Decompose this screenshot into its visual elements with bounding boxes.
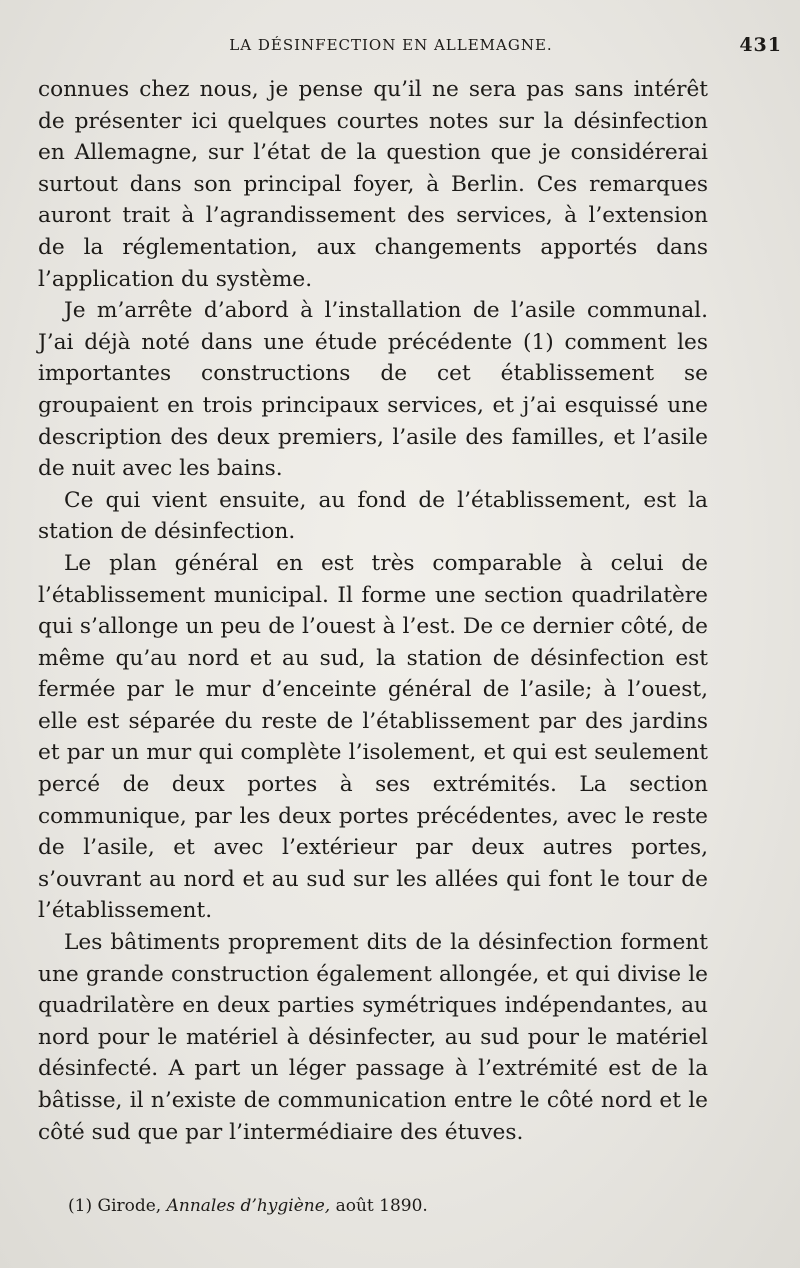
paragraph-batiments: Les bâtiments proprement dits de la désinfection forment une grande construction également allongée, et qui divise le quadrilatère en deux parties symétriques indépendantes, au nord pour le matériel à désinfecter, au sud pour le matériel désinfecté. A part un léger passage à l’extrémité est de la bâtisse, il n’existe de communication entre le côté nord et le côté sud que par l’intermédiaire des étuves. — [38, 930, 708, 1145]
footnote-journal: Annales d’hygiène, — [166, 1196, 331, 1217]
paragraph-plan-general: Le plan général en est très comparable à celui de l’établissement municipal. Il forme une section quadrilatère qui s’allonge un peu de l’ouest à l’est. De ce dernier côté, de même qu’au nord et au sud, la station de désinfection est fermée par le mur d’enceinte général de l’asile; à l’ouest, elle est séparée du reste de l’établissement par des jardins et par un mur qui complète l’isolement, et qui est seulement percé de deux portes à ses extrémités. La section communique, par les deux portes précédentes, avec le reste de l’asile, et avec l’extérieur par deux autres portes, s’ouvrant au nord et au sud sur les allées qui font le tour de l’établissement. — [38, 550, 708, 924]
footnote-spacer — [38, 1148, 708, 1194]
running-title: LA DÉSINFECTION EN ALLEMAGNE. — [229, 36, 553, 54]
paragraph-station: Ce qui vient ensuite, au fond de l’établissement, est la station de désinfection. — [38, 487, 708, 545]
running-header — [38, 34, 782, 74]
page-number: 431 — [739, 34, 782, 56]
paragraph-asile-communal: Je m’arrête d’abord à l’installation de l’asile communal. J’ai déjà noté dans une étude précédente (1) comment les importantes constructions de cet établissement se groupaient en trois principaux services, et j’ai esquissé une description des deux premiers, l’asile des familles, et l’asile de nuit avec les bains. — [38, 298, 708, 482]
paragraph-continuation: connues chez nous, je pense qu’il ne sera pas sans intérêt de présenter ici quelques courtes notes sur la désinfection en Allemagne, sur l’état de la question que je considérerai surtout dans son principal foyer, à Berlin. Ces remarques auront trait à l’agrandissement des services, à l’extension de la réglementation, aux changements apportés dans l’application du système. — [38, 77, 708, 292]
footnote — [38, 1194, 708, 1218]
main-text — [38, 74, 708, 1148]
footnote-date: août 1890. — [335, 1196, 428, 1217]
footnote-marker: (1) Girode, — [68, 1196, 162, 1217]
